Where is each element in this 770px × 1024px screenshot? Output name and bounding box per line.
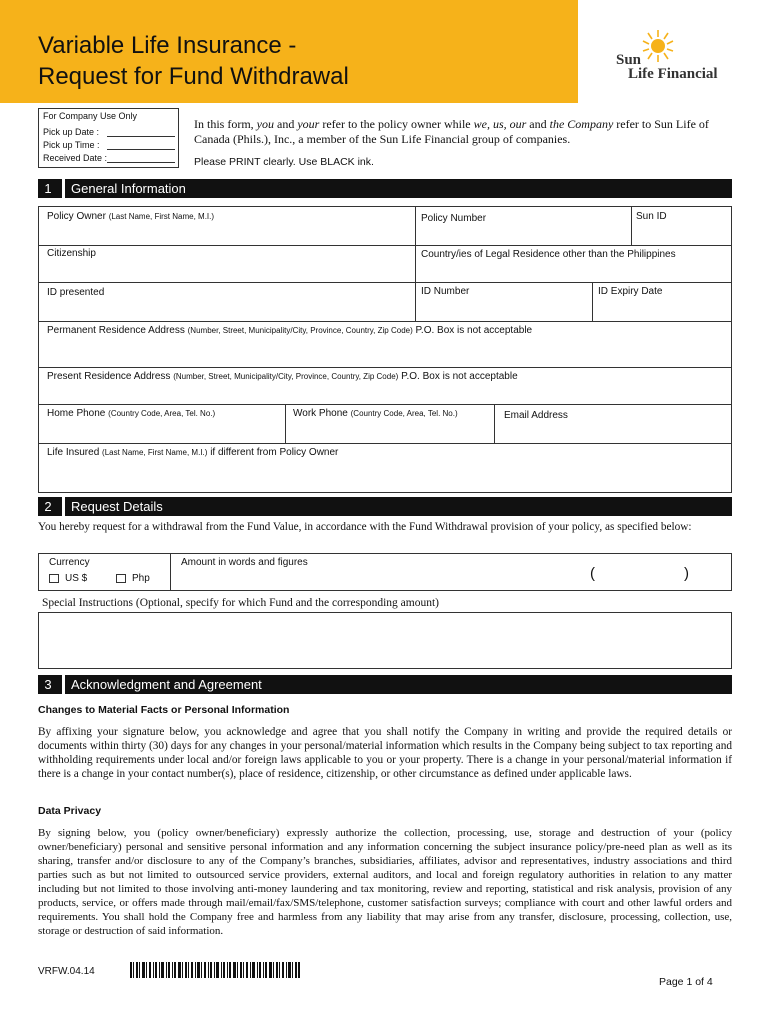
pickup-date-label: Pick up Date : — [43, 127, 100, 137]
barcode-icon — [130, 962, 300, 978]
company-use-box — [38, 108, 179, 168]
section-1-number: 1 — [44, 181, 52, 196]
life-insured-field[interactable]: Life Insured (Last Name, First Name, M.I.) if different from Policy Owner — [47, 447, 339, 458]
special-instructions-field[interactable] — [38, 612, 732, 669]
work-phone-field[interactable]: Work Phone (Country Code, Area, Tel. No.) — [293, 408, 458, 419]
policy-number-field[interactable]: Policy Number — [421, 213, 487, 224]
amount-words-field[interactable]: Amount in words and figures — [181, 557, 308, 568]
section-3-header — [38, 675, 732, 694]
id-number-field[interactable]: ID Number — [421, 286, 470, 297]
amount-paren-close: ) — [684, 565, 689, 582]
received-date-label: Received Date : — [43, 153, 108, 163]
usd-checkbox-box[interactable] — [49, 574, 59, 583]
policy-owner-field[interactable]: Policy Owner (Last Name, First Name, M.I.) — [47, 211, 215, 222]
section-1-header — [38, 179, 732, 198]
section-2-title: Request Details — [62, 497, 163, 516]
sun-id-field[interactable]: Sun ID — [636, 211, 667, 222]
changes-heading: Changes to Material Facts or Personal Information — [38, 704, 290, 716]
present-address-field[interactable]: Present Residence Address (Number, Street, Municipality/City, Province, Country, Zip Code) P.O. Box is not acceptable — [47, 371, 518, 382]
page-number: Page 1 of 4 — [659, 976, 713, 988]
php-checkbox-box[interactable] — [116, 574, 126, 583]
section-2-number: 2 — [44, 499, 52, 514]
id-expiry-field[interactable]: ID Expiry Date — [598, 286, 663, 297]
received-date-line[interactable] — [107, 162, 175, 163]
home-phone-field[interactable]: Home Phone (Country Code, Area, Tel. No.) — [47, 408, 216, 419]
page-title: Variable Life Insurance - Request for Fund Withdrawal — [38, 32, 349, 90]
currency-amount-box — [38, 553, 732, 591]
request-text: You hereby request for a withdrawal from the Fund Value, in accordance with the Fund Withdrawal provision of your policy, as specified below: — [38, 521, 692, 533]
citizenship-field[interactable]: Citizenship — [47, 248, 96, 259]
pickup-time-label: Pick up Time : — [43, 140, 100, 150]
data-privacy-text: By signing below, you (policy owner/beneficiary) expressly authorize the collection, processing, use, storage and destruction of your (policy owner/beneficiary) personal and sensitive personal information and any information concerning the subject insurance policy/pre-need plan as well as its sharing, transfer and/or disclosure to any of the Company’s branches, subsidiaries, affiliates, advisor and representatives, industry associations and third parties such as but not limited to outsourced service providers, external auditors, and local and foreign regulatory authorities in relation to any matter including but not limited to those involving anti-money laundering and tax monitoring, review and reporting, statistical and risk analysis, provision of any products, service, or offers made through mail/email/fax/SMS/telephone, customer satisfaction surveys; compliance with court and other lawful orders and requirements. You shall hold the Company free and harmless from any liability that may arise from any transfer, disclosure, processing, collection, use, storage or destruction of said information. — [38, 827, 732, 937]
intro-text: In this form, you and your refer to the policy owner while we, us, our and the Company refer to Sun Life of Canada (Phils.), Inc., a member of the Sun Life Financial group of companies. — [194, 117, 709, 146]
section-2-header — [38, 497, 732, 516]
data-privacy-heading: Data Privacy — [38, 805, 102, 817]
form-code: VRFW.04.14 — [38, 966, 95, 977]
php-checkbox[interactable]: Php — [116, 573, 150, 584]
email-field[interactable]: Email Address — [504, 410, 568, 421]
section-1-title: General Information — [62, 179, 186, 198]
amount-paren-open: ( — [590, 565, 595, 582]
print-note: Please PRINT clearly. Use BLACK ink. — [194, 156, 374, 168]
section-3-title: Acknowledgment and Agreement — [62, 675, 262, 694]
usd-checkbox[interactable]: US $ — [49, 573, 87, 584]
permanent-address-field[interactable]: Permanent Residence Address (Number, Street, Municipality/City, Province, Country, Zip Code) P.O. Box is not acceptable — [47, 325, 533, 336]
company-use-label: For Company Use Only — [43, 111, 138, 121]
section-3-number: 3 — [44, 677, 52, 692]
currency-label: Currency — [49, 557, 90, 568]
general-info-form — [38, 206, 732, 493]
id-presented-field[interactable]: ID presented — [47, 287, 105, 298]
pickup-date-line[interactable] — [107, 136, 175, 137]
pickup-time-line[interactable] — [107, 149, 175, 150]
changes-text: By affixing your signature below, you acknowledge and agree that you shall notify the Company in writing and provide the required details or documents within thirty (30) days for any changes in your personal/material information which results in the Company being subject to tax reporting and withholding requirements under local and/or foreign laws applicable to you or your property. There is a change in your personal/material information if there is a change in your contact number(s), place of residence, citizenship, or other circumstance as defined under applicable laws. — [38, 726, 732, 780]
logo-text-life-financial: Life Financial — [628, 66, 718, 82]
special-instructions-label: Special Instructions (Optional, specify for which Fund and the corresponding amount) — [42, 597, 439, 609]
countries-residence-field[interactable]: Country/ies of Legal Residence other than the Philippines — [421, 249, 676, 260]
logo-text-sun: Sun — [616, 52, 642, 68]
